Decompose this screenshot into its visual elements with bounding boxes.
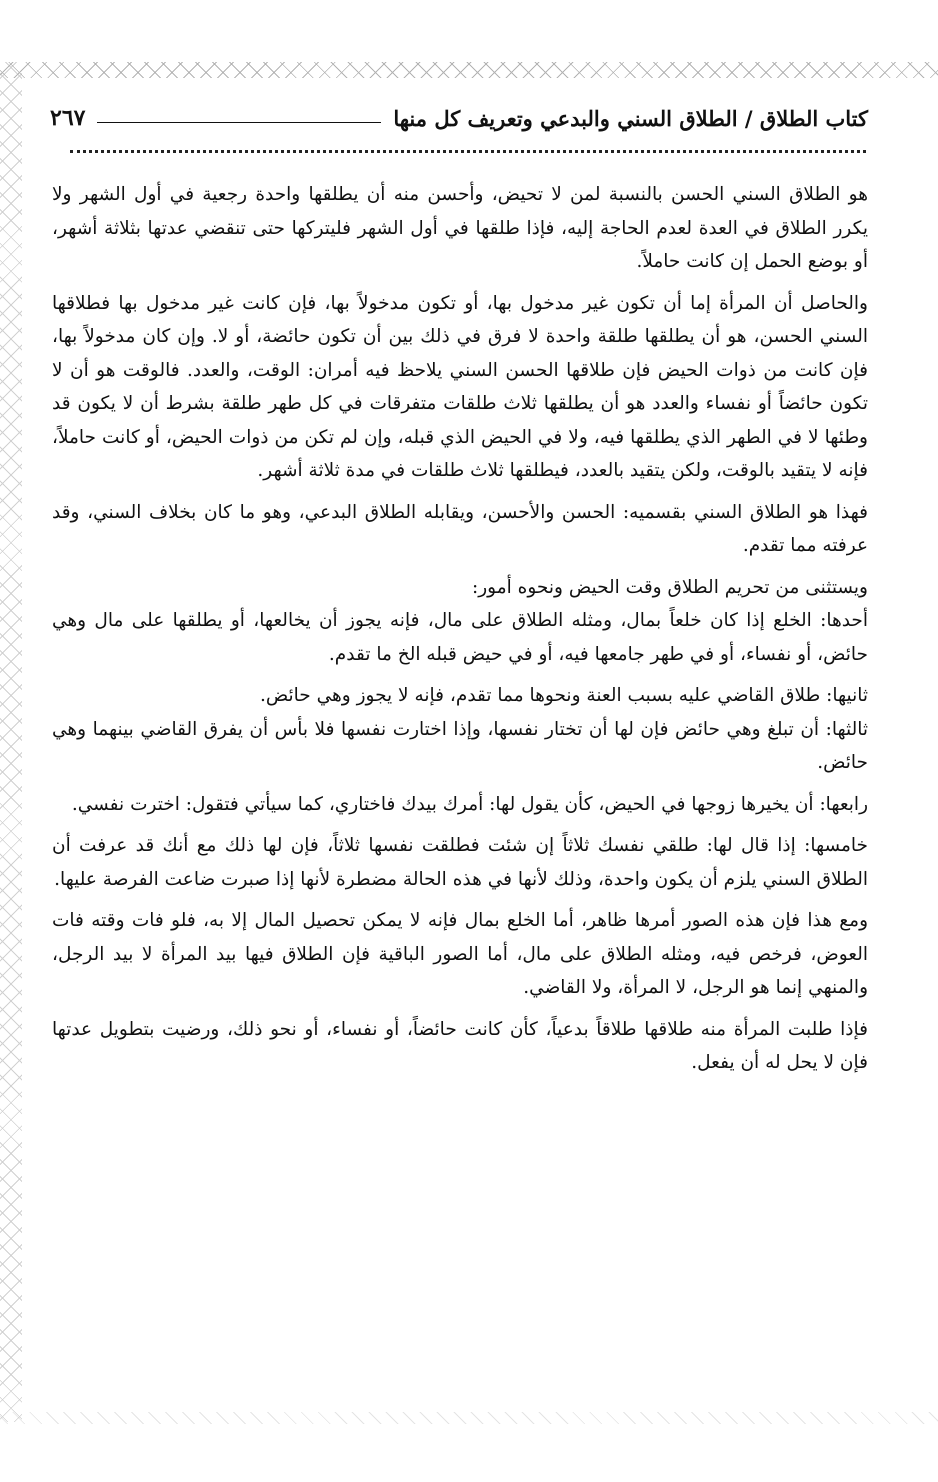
paragraph: رابعها: أن يخيرها زوجها في الحيض، كأن يقول لها: أمرك بيدك فاختاري، كما سيأتي فتقول: اخترت نفسي. — [71, 793, 868, 815]
header-rule — [97, 122, 381, 123]
decorative-border-bottom — [0, 1412, 938, 1424]
decorative-border-left — [0, 62, 22, 1422]
paragraph: فإذا طلبت المرأة منه طلاقها طلاقاً بدعياً، كأن كانت حائضاً، أو نفساء، أو نحو ذلك، ورضيت بتطويل عدتها فإن لا يحل له أن يفعل. — [52, 1018, 868, 1073]
paragraph: ثانيها: طلاق القاضي عليه بسبب العنة ونحوها مما تقدم، فإنه لا يجوز وهي حائض. — [259, 685, 868, 706]
paragraph: خامسها: إذا قال لها: طلقي نفسك ثلاثاً إن شئت فطلقت نفسها ثلاثاً، فإن لها ذلك مع أنك قد عرفت أن الطلاق السني يلزم أن يكون واحدة، وذلك لأنها في هذه الحالة مضطرة لأنها إذا صبرت ضاعت الفرصة عليها. — [52, 835, 868, 890]
paragraph: ويستثنى من تحريم الطلاق وقت الحيض ونحوه أمور: — [472, 576, 868, 598]
paragraph: هو الطلاق السني الحسن بالنسبة لمن لا تحيض، وأحسن منه أن يطلقها واحدة رجعية في أول الشهر ولا يكرر الطلاق في العدة لعدم الحاجة إليه، فإذا طلقها في أول الشهر فليتركها حتى تنقضي عدتها بثلاثة أشهر، أو بوضع الحمل إن كانت حاملاً. — [52, 184, 868, 272]
paragraph: والحاصل أن المرأة إما أن تكون غير مدخول بها، أو تكون مدخولاً بها، فإن كانت غير مدخول بها فطلاقها السني الحسن، هو أن يطلقها طلقة واحدة لا فرق في ذلك بين أن تكون حائضة، أو لا. وإن كان مدخولاً بها، فإن كانت من ذوات الحيض فإن طلاقها الحسن السني يلاحظ فيه أمران: الوقت، والعدد. فالوقت هو أن لا تكون حائضاً أو نفساء والعدد هو أن يطلقها ثلاث طلقات متفرقات في كل طهر طلقة بشرط أن لا يكون قد وطئها لا في الطهر الذي يطلقها فيه، ولا في الحيض الذي قبله، وإن لم تكن من ذوات الحيض، أو كانت حاملاً، فإنه لا يتقيد بالوقت، ولكن يتقيد بالعدد، فيطلقها ثلاث طلقات في مدة ثلاثة أشهر. — [52, 292, 868, 481]
page-number: ٢٦٧ — [50, 105, 86, 131]
paragraph: ثالثها: أن تبلغ وهي حائض فإن لها أن تختار نفسها، وإذا اختارت نفسها فلا بأس أن يفرق القاضي بينهما وهي حائض. — [52, 718, 868, 773]
page-body — [52, 178, 868, 1088]
decorative-border-top — [0, 62, 938, 78]
paragraph: أحدها: الخلع إذا كان خلعاً بمال، ومثله الطلاق على مال، فإنه يجوز أن يخالعها، أو يطلقها على مال وهي حائض، أو نفساء، أو في طهر جامعها فيه، أو في حيض قبله الخ ما تقدم. — [52, 610, 868, 665]
running-title: كتاب الطلاق / الطلاق السني والبدعي وتعريف كل منها — [393, 105, 868, 131]
dotted-separator — [70, 150, 866, 153]
paragraph: فهذا هو الطلاق السني بقسميه: الحسن والأحسن، ويقابله الطلاق البدعي، وهو ما كان بخلاف السني، وقد عرفته مما تقدم. — [52, 501, 868, 556]
paragraph: ومع هذا فإن هذه الصور أمرها ظاهر، أما الخلع بمال فإنه لا يمكن تحصيل المال إلا به، فلو فات وقته فات العوض، فرخص فيه، ومثله الطلاق على مال، أما الصور الباقية فإن الطلاق فيها بيد المرأة لا بيد الرجل، والمنهي إنما هو الرجل، لا المرأة، ولا القاضي. — [52, 910, 868, 998]
running-header — [50, 98, 868, 138]
